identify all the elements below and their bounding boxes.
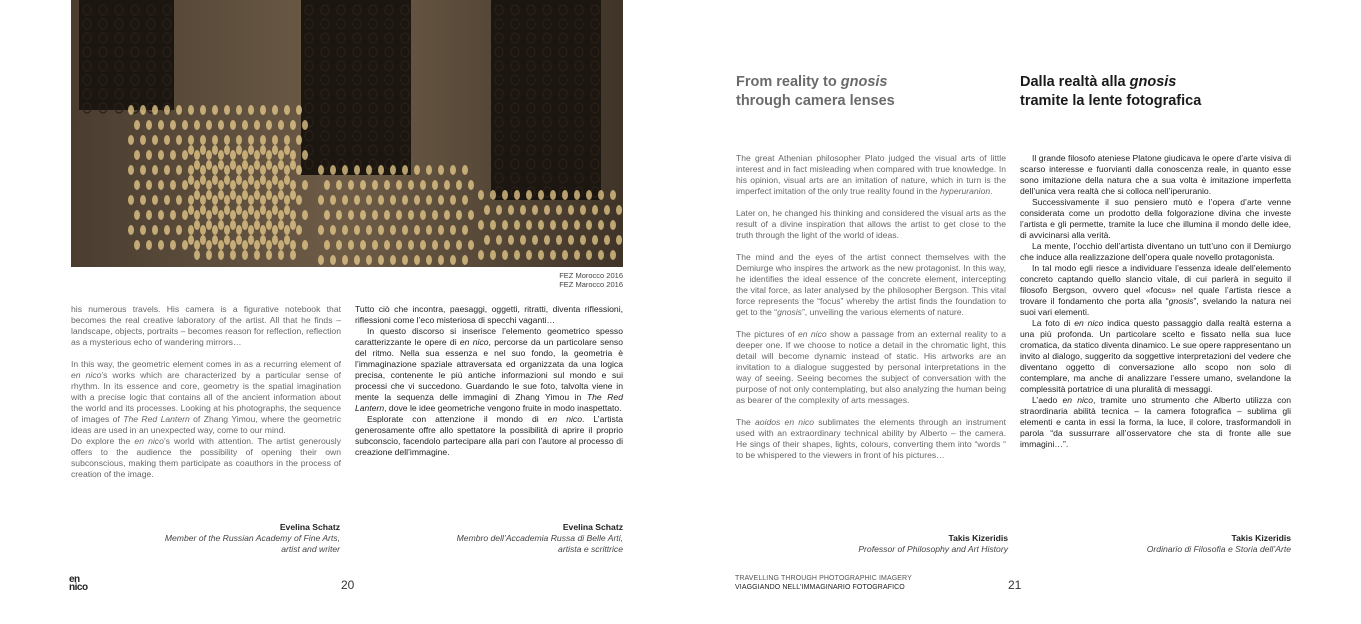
author-role: artist and writer bbox=[281, 544, 340, 554]
book-title-it: VIAGGIANDO NELL’IMMAGINARIO FOTOGRAFICO bbox=[735, 584, 905, 591]
left-it-column bbox=[355, 304, 623, 458]
paragraph: The aoidos en nico sublimates the elements through an instrument used with an extraordinary technical ability by Alberto – the camera. He sings of their shapes, lights, colours, converting them into “words “ to be whispered to the viewers in front of his pictures… bbox=[736, 417, 1006, 460]
paragraph: La mente, l’occhio dell’artista diventano un tutt’uno con il Demiurgo che induce alla realizzazione dell’opera quale novello protagonista. bbox=[1020, 241, 1291, 262]
paragraph: Il grande filosofo ateniese Platone giudicava le opere d’arte visiva di scarso interesse e fuorvianti dalla conoscenza reale, in quanto esse sono imitazione della natura che a sua volta è imitazione imperfetta dell’unica vera realtà che si colloca nell’iperuranio. bbox=[1020, 153, 1291, 196]
author-role: Membro dell’Accademia Russa di Belle Arti, bbox=[456, 533, 623, 543]
paragraph: his numerous travels. His camera is a figurative notebook that becomes the real creative laboratory of the artist. All that he finds – landscape, objects, portraits – becomes reason for reflection, reflection as a mysterious echo of wandering mirrors… bbox=[71, 304, 341, 347]
left-en-column bbox=[71, 304, 341, 480]
photo-fez-window-shadows bbox=[71, 0, 623, 267]
left-page bbox=[0, 0, 680, 624]
signature-it bbox=[363, 522, 623, 555]
paragraph: L’aedo en nico, tramite uno strumento che Alberto utilizza con straordinaria abilità tecnica – la camera fotografica – sublima gli elementi e canta in essi la forma, la luce, il colore, trasformandoli in parola “da sussurrare all’osservatore che sta di fronte alle sue immagini…”. bbox=[1020, 395, 1291, 449]
paragraph: In questo discorso si inserisce l’elemento geometrico spesso caratterizzante le opere di en nico, percorse da un particolare senso del ritmo. Nella sua essenza e nel suo fondo, la geometria è l’immaginazione spaziale attraversata ed organizzata da una logica precisa, contenente le più antiche informazioni sul mondo e sui processi che vi succedono. Guardando le sue foto, talvolta viene in mente la sequenza delle immagini di Zhang Yimou in The Red Lantern, dove le idee geometriche vengono fruite in modo inaspettato. bbox=[355, 326, 623, 413]
heading-en: From reality to gnosis through camera lenses bbox=[736, 74, 895, 109]
caption-it: FEZ Marocco 2016 bbox=[559, 279, 623, 289]
page-number: 20 bbox=[341, 578, 355, 592]
signature-it bbox=[1031, 533, 1291, 555]
author-role: artista e scrittrice bbox=[558, 544, 623, 554]
paragraph: The mind and the eyes of the artist connect themselves with the Demiurge who inspires the artwork as the new protagonist. In this way, he identifies the ideal essence of the concrete element, intercepting the vital force, as later analysed by the philosopher Bergson. This vital force represents the “focus” whereby the artist finds the foundation to get to the “gnosis”, unveiling the various elements of nature. bbox=[736, 252, 1006, 317]
paragraph: In tal modo egli riesce a individuare l’essenza ideale dell’elemento concreto captando quello slancio vitale, di cui parlerà in seguito il filosofo Bergson, ovvero quel «focus» nel quale l’artista riesce a trovare il fondamento che porta alla “gnosis”, svelando la natura nei suoi vari elementi. bbox=[1020, 263, 1291, 317]
paragraph: The great Athenian philosopher Plato judged the visual arts of little interest and in fact misleading when compared with true knowledge. In his opinion, visual arts are an imitation of nature, which in turn is the imperfect imitation of the only true reality found in the hyperuranion. bbox=[736, 153, 1006, 196]
paragraph: Successivamente il suo pensiero mutò e l’opera d’arte venne considerata come un prodotto della folgorazione divina che investe l’artista e gli permette, tramite la luce che illumina il mondo delle idee, di avvicinarsi alla verità. bbox=[1020, 197, 1291, 240]
right-it-column bbox=[1020, 153, 1291, 450]
paragraph: Esplorate con attenzione il mondo di en nico. L’artista generosamente offre allo spettatore la possibilità di aprire il proprio subconscio, facendolo partecipare alla pari con l’autore al processo di creazione dell’immagine. bbox=[355, 414, 623, 457]
photo-illustration bbox=[71, 0, 623, 267]
signature-en bbox=[80, 522, 340, 555]
en-nico-logo: en nico bbox=[69, 574, 88, 593]
author-name: Takis Kizeridis bbox=[1231, 533, 1291, 543]
paragraph: Later on, he changed his thinking and considered the visual arts as the result of a divine inspiration that allows the artist to get close to the truth through the light of the world of ideas. bbox=[736, 208, 1006, 240]
heading-it: Dalla realtà alla gnosis tramite la lente fotografica bbox=[1020, 74, 1202, 109]
author-role: Ordinario di Filosofia e Storia dell’Arte bbox=[1146, 544, 1291, 554]
author-name: Evelina Schatz bbox=[562, 522, 623, 532]
paragraph: The pictures of en nico show a passage from an external reality to a deeper one. If we choose to notice a detail in the chromatic light, this detail will become dynamic instead of static. His artworks are an invitation to a dialogue suggested by personal interpretations in the way of seeing. Seeing becomes the subject of conversation with the purpose of not only contemplating, but also analyzing the human being as bearer of the complexity of arts messages. bbox=[736, 329, 1006, 405]
author-role: Member of the Russian Academy of Fine Arts, bbox=[164, 533, 340, 543]
paragraph: Do explore the en nico’s world with attention. The artist generously offers to the audience the possibility of opening their own subconscious, making them participate as coauthors in the process of creation of the image. bbox=[71, 436, 342, 479]
author-name: Evelina Schatz bbox=[279, 522, 340, 532]
book-title-footer bbox=[735, 574, 912, 592]
paragraph: In this way, the geometric element comes in as a recurring element of en nico’s works which are characterized by a particular sense of rhythm. In its essence and core, geometry is the spatial imagination with a precise logic that contains all of the ancient information about the world and its processes. Looking at his photographs, the sequence of images of The Red Lantern of Zhang Yimou, where the geometric ideas are used in an unexpected way, come to our mind. bbox=[71, 359, 342, 435]
book-title-en: TRAVELLING THROUGH PHOTOGRAPHIC IMAGERY bbox=[735, 575, 912, 582]
author-role: Professor of Philosophy and Art History bbox=[858, 544, 1008, 554]
paragraph: La foto di en nico indica questo passaggio dalla realtà esterna a una più profonda. Un particolare scelto e fissato nella sua luce cromatica, da statico diventa dinamico. Le sue opere rappresentano un invito al dialogo, suggerito da soggettive interpretazioni del vedere che diventano oggetto di conversazione allo scopo non solo di contemplare, ma anche di analizzare l’essere umano, svelandone la complessità portatrice di una pluralità di messaggi. bbox=[1020, 318, 1291, 394]
photo-caption bbox=[559, 272, 623, 289]
author-name: Takis Kizeridis bbox=[948, 533, 1008, 543]
paragraph: Tutto ciò che incontra, paesaggi, oggetti, ritratti, diventa riflessioni, riflessioni come l’eco misteriosa di specchi vaganti… bbox=[355, 304, 623, 325]
caption-en: FEZ Morocco 2016 bbox=[559, 271, 623, 280]
right-page bbox=[681, 0, 1361, 624]
right-en-column bbox=[736, 153, 1006, 461]
signature-en bbox=[748, 533, 1008, 555]
page-number: 21 bbox=[1008, 578, 1022, 592]
